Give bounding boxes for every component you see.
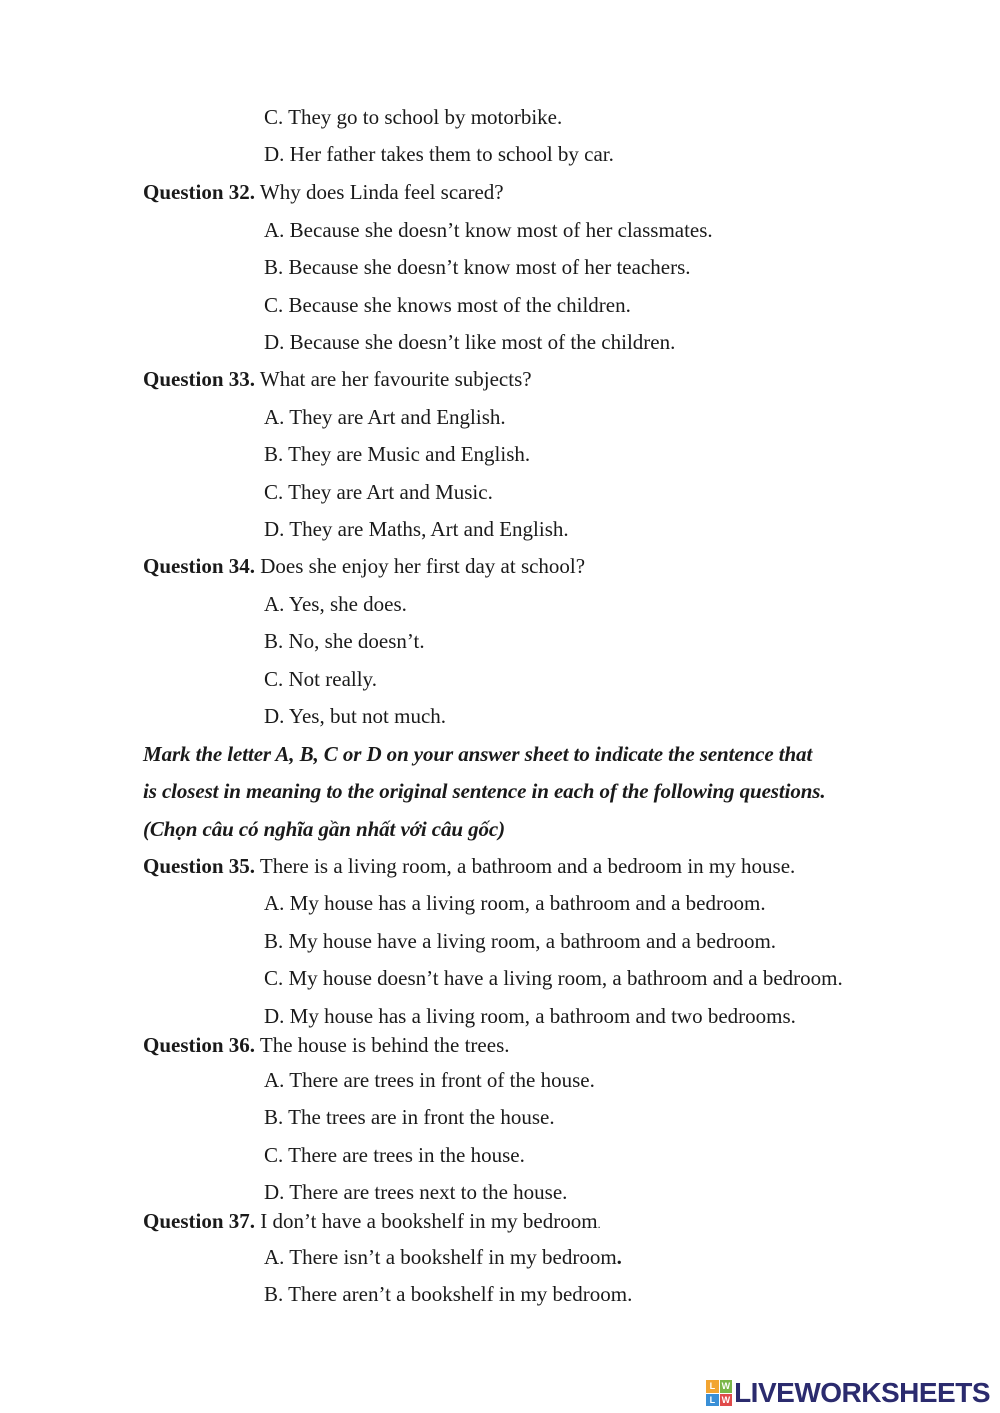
q32-option-d: D. Because she doesn’t like most of the children. xyxy=(264,330,676,354)
question-33 xyxy=(143,366,532,392)
question-36 xyxy=(143,1032,510,1058)
liveworksheets-brand[interactable]: LIVEWORKSHEETS xyxy=(734,1377,990,1408)
q37-option-a xyxy=(264,1244,622,1270)
question-34-label: Question 34. xyxy=(143,554,256,578)
question-33-text: What are her favourite subjects? xyxy=(255,367,532,391)
q31-option-d: D. Her father takes them to school by car. xyxy=(264,142,614,166)
q35-option-b: B. My house have a living room, a bathroom and a bedroom. xyxy=(264,929,777,953)
question-36-label: Question 36. xyxy=(143,1033,256,1057)
instruction-line-3: (Chọn câu có nghĩa gần nhất với câu gốc) xyxy=(143,817,505,841)
q33-option-c: C. They are Art and Music. xyxy=(264,480,493,504)
q37-option-a-end: . xyxy=(616,1245,622,1269)
question-35-label: Question 35. xyxy=(143,854,256,878)
logo-tile-4: W xyxy=(721,1394,731,1405)
liveworksheets-footer[interactable] xyxy=(706,1378,990,1408)
q37-option-a-text: A. There isn’t a bookshelf in my bedroom xyxy=(264,1245,617,1269)
question-32-label: Question 32. xyxy=(143,180,256,204)
question-37-text-end: . xyxy=(597,1217,601,1231)
logo-tile-3: L xyxy=(706,1394,719,1407)
q33-option-b: B. They are Music and English. xyxy=(264,442,531,466)
question-37-label: Question 37. xyxy=(143,1209,256,1233)
logo-tile-2: W xyxy=(721,1381,731,1391)
q34-option-b: B. No, she doesn’t. xyxy=(264,629,425,653)
question-32-text: Why does Linda feel scared? xyxy=(255,180,504,204)
q32-option-b: B. Because she doesn’t know most of her teachers. xyxy=(264,255,691,279)
question-37-text: I don’t have a bookshelf in my bedroom xyxy=(255,1209,598,1233)
q33-option-a: A. They are Art and English. xyxy=(264,405,506,429)
q31-option-c: C. They go to school by motorbike. xyxy=(264,105,563,129)
q34-option-c: C. Not really. xyxy=(264,667,377,691)
question-35 xyxy=(143,853,795,879)
q36-option-a: A. There are trees in front of the house. xyxy=(264,1068,595,1092)
q36-option-b: B. The trees are in front the house. xyxy=(264,1105,555,1129)
instruction-line-2: is closest in meaning to the original sentence in each of the following questions. xyxy=(143,779,826,803)
question-35-text: There is a living room, a bathroom and a bedroom in my house. xyxy=(255,854,796,878)
instruction-line-1: Mark the letter A, B, C or D on your answer sheet to indicate the sentence that xyxy=(143,742,813,766)
question-34 xyxy=(143,553,585,579)
q37-option-b: B. There aren’t a bookshelf in my bedroom. xyxy=(264,1282,633,1306)
q32-option-c: C. Because she knows most of the children. xyxy=(264,293,631,317)
liveworksheets-logo-icon xyxy=(706,1380,732,1406)
question-33-label: Question 33. xyxy=(143,367,256,391)
q33-option-d: D. They are Maths, Art and English. xyxy=(264,517,569,541)
q36-option-d: D. There are trees next to the house. xyxy=(264,1180,568,1204)
q34-option-d: D. Yes, but not much. xyxy=(264,704,447,728)
logo-tile-1: L xyxy=(706,1380,719,1393)
q36-option-c: C. There are trees in the house. xyxy=(264,1143,525,1167)
question-36-text: The house is behind the trees. xyxy=(255,1033,510,1057)
q32-option-a: A. Because she doesn’t know most of her classmates. xyxy=(264,218,713,242)
question-34-text: Does she enjoy her first day at school? xyxy=(255,554,586,578)
q35-option-a: A. My house has a living room, a bathroom and a bedroom. xyxy=(264,891,766,915)
question-32 xyxy=(143,179,504,205)
question-37 xyxy=(143,1208,601,1237)
q34-option-a: A. Yes, she does. xyxy=(264,592,407,616)
q35-option-d: D. My house has a living room, a bathroom and two bedrooms. xyxy=(264,1004,796,1028)
q35-option-c: C. My house doesn’t have a living room, a bathroom and a bedroom. xyxy=(264,966,843,990)
